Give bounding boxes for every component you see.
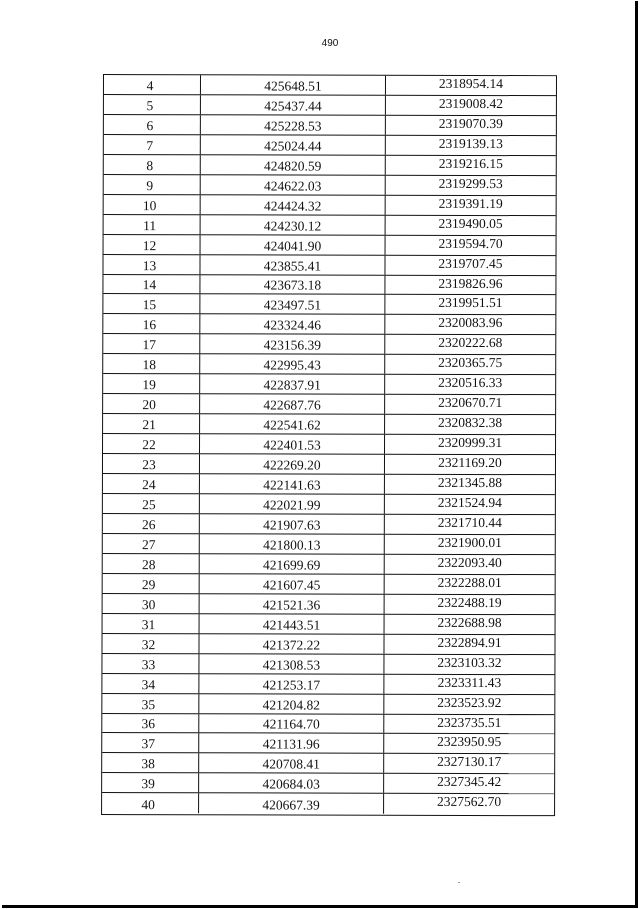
table-row (104, 195, 556, 216)
x-coordinate-cell: 421607.45 (200, 574, 385, 593)
x-coordinate-cell: 422269.20 (200, 454, 385, 473)
point-number-cell: 23 (103, 454, 200, 473)
point-number-cell: 18 (103, 354, 200, 373)
table-row (103, 554, 555, 575)
x-coordinate-cell: 421699.69 (200, 554, 385, 573)
x-coordinate-cell: 425228.53 (201, 115, 386, 134)
table-row (102, 694, 554, 715)
point-number-cell: 11 (104, 215, 201, 234)
point-number-cell: 32 (102, 634, 199, 653)
point-number-cell: 30 (103, 594, 200, 613)
table-row (103, 474, 555, 495)
x-coordinate-cell: 420708.41 (199, 754, 384, 773)
y-coordinate-cell: 2320083.96 (438, 315, 503, 331)
point-number-cell: 4 (104, 75, 201, 94)
x-coordinate-cell: 421164.70 (199, 714, 384, 733)
y-coordinate-cell: 2319707.45 (438, 255, 503, 271)
table-row (104, 215, 556, 236)
y-coordinate-cell: 2321900.01 (437, 534, 502, 550)
x-coordinate-cell: 423156.39 (200, 335, 385, 354)
table-row (103, 514, 555, 535)
scan-speck (458, 882, 460, 883)
y-coordinate-cell: 2320999.31 (437, 435, 503, 451)
x-coordinate-cell: 421131.96 (199, 734, 384, 753)
x-coordinate-cell: 421308.53 (199, 654, 384, 673)
table-row (103, 494, 555, 515)
y-coordinate-cell: 2319594.70 (438, 235, 503, 251)
x-coordinate-cell: 424820.59 (201, 155, 386, 174)
y-coordinate-cell: 2323950.95 (437, 734, 502, 750)
y-coordinate-cell: 2319070.39 (438, 115, 503, 131)
page-number: 490 (321, 38, 339, 49)
table-row (104, 175, 556, 196)
point-number-cell: 9 (104, 175, 201, 194)
x-coordinate-cell: 423855.41 (200, 255, 385, 274)
y-coordinate-cell: 2322488.19 (437, 594, 502, 610)
y-coordinate-cell: 2319139.13 (438, 135, 503, 151)
y-coordinate-cell: 2319391.19 (438, 195, 503, 211)
y-coordinate-cell: 2322894.91 (437, 634, 502, 650)
x-coordinate-cell: 421800.13 (200, 534, 385, 553)
table-row (103, 414, 555, 435)
x-coordinate-cell: 422837.91 (200, 375, 385, 394)
x-coordinate-cell: 421253.17 (199, 674, 384, 693)
table-row (103, 614, 555, 635)
x-coordinate-cell: 424041.90 (201, 235, 386, 254)
point-number-cell: 7 (104, 135, 201, 154)
y-coordinate-cell: 2319299.53 (438, 175, 503, 191)
x-coordinate-cell: 421443.51 (200, 614, 385, 633)
table-row (104, 75, 556, 96)
y-coordinate-cell: 2319490.05 (438, 215, 503, 231)
x-coordinate-cell: 420684.03 (199, 774, 384, 793)
y-coordinate-cell: 2319008.42 (438, 95, 504, 112)
point-number-cell: 39 (102, 773, 199, 792)
point-number-cell: 34 (102, 674, 199, 693)
y-coordinate-cell: 2323523.92 (437, 694, 502, 710)
point-number-cell: 14 (103, 275, 200, 294)
point-number-cell: 38 (102, 753, 199, 772)
x-coordinate-cell: 425024.44 (201, 135, 386, 154)
y-coordinate-cell: 2321345.88 (437, 474, 503, 491)
y-coordinate-cell: 2320670.71 (438, 395, 503, 411)
table-row (102, 733, 554, 754)
table-row (104, 235, 556, 256)
x-coordinate-cell: 422687.76 (200, 395, 385, 414)
point-number-cell: 16 (103, 314, 200, 333)
y-coordinate-cell: 2327562.70 (437, 794, 502, 810)
x-coordinate-cell: 422541.62 (200, 414, 385, 433)
point-number-cell: 35 (102, 694, 199, 713)
y-coordinate-cell: 2327345.42 (437, 774, 502, 790)
table-row (102, 753, 554, 774)
x-coordinate-cell: 422021.99 (200, 494, 385, 513)
y-coordinate-cell: 2320365.75 (438, 355, 503, 371)
y-coordinate-cell: 2323735.51 (437, 714, 502, 730)
y-coordinate-cell: 2322093.40 (437, 554, 502, 570)
table-row (103, 334, 555, 355)
table-row (102, 714, 554, 735)
point-number-cell: 12 (104, 235, 201, 254)
table-row (103, 255, 555, 276)
table-row (104, 155, 556, 176)
x-coordinate-cell: 421372.22 (199, 634, 384, 653)
x-coordinate-cell: 425437.44 (201, 95, 386, 114)
y-coordinate-cell: 2318954.14 (438, 75, 504, 92)
table-row (104, 135, 556, 156)
y-coordinate-cell: 2321524.94 (437, 494, 502, 511)
point-number-cell: 28 (103, 554, 200, 573)
point-number-cell: 36 (102, 714, 199, 733)
point-number-cell: 5 (104, 95, 201, 114)
table-row (103, 354, 555, 375)
x-coordinate-cell: 425648.51 (201, 75, 386, 94)
point-number-cell: 24 (103, 474, 200, 493)
table-row (104, 95, 556, 116)
point-number-cell: 37 (102, 733, 199, 752)
y-coordinate-cell: 2319216.15 (438, 155, 503, 171)
point-number-cell: 26 (103, 514, 200, 533)
y-coordinate-cell: 2323311.43 (437, 674, 502, 690)
x-coordinate-cell: 421521.36 (200, 594, 385, 613)
table-row (103, 434, 555, 455)
point-number-cell: 29 (103, 574, 200, 593)
table-row (102, 654, 554, 675)
x-coordinate-cell: 421204.82 (199, 694, 384, 713)
y-coordinate-cell: 2319826.96 (438, 275, 503, 291)
x-coordinate-cell: 422401.53 (200, 434, 385, 453)
point-number-cell: 33 (102, 654, 199, 673)
x-coordinate-cell: 422995.43 (200, 355, 385, 374)
x-coordinate-cell: 423497.51 (200, 295, 385, 314)
y-coordinate-cell: 2327130.17 (437, 754, 502, 770)
y-coordinate-cell: 2321169.20 (438, 454, 502, 471)
y-coordinate-cell: 2322688.98 (437, 614, 502, 630)
point-number-cell: 10 (104, 195, 201, 214)
y-coordinate-cell: 2320832.38 (438, 415, 503, 431)
x-coordinate-cell: 424424.32 (201, 195, 386, 214)
point-number-cell: 31 (103, 614, 200, 633)
table-row (103, 574, 555, 595)
point-number-cell: 8 (104, 155, 201, 174)
point-number-cell: 22 (103, 434, 200, 453)
table-row (103, 534, 555, 555)
coordinates-table (101, 74, 557, 816)
point-number-cell: 17 (103, 334, 200, 353)
point-number-cell: 15 (103, 294, 200, 313)
x-coordinate-cell: 423673.18 (200, 275, 385, 294)
y-coordinate-cell: 2320222.68 (438, 335, 503, 351)
y-coordinate-cell: 2319951.51 (438, 295, 503, 311)
table-row (103, 594, 555, 615)
table-row (104, 115, 556, 136)
table-row (102, 634, 554, 655)
table-row (102, 674, 554, 695)
y-coordinate-cell: 2323103.32 (437, 654, 502, 670)
point-number-cell: 21 (103, 414, 200, 433)
y-coordinate-cell: 2322288.01 (437, 574, 502, 590)
table-row (102, 793, 554, 814)
point-number-cell: 13 (103, 255, 200, 274)
y-coordinate-cell: 2321710.44 (437, 514, 502, 531)
table-row (103, 374, 555, 395)
y-coordinate-cell: 2320516.33 (438, 375, 503, 391)
table-row (103, 314, 555, 335)
x-coordinate-cell: 420667.39 (199, 794, 384, 814)
point-number-cell: 19 (103, 374, 200, 393)
table-row (103, 394, 555, 415)
table-row (103, 454, 555, 475)
x-coordinate-cell: 424622.03 (201, 175, 386, 194)
point-number-cell: 27 (103, 534, 200, 553)
x-coordinate-cell: 424230.12 (201, 215, 386, 234)
point-number-cell: 40 (102, 793, 199, 813)
point-number-cell: 20 (103, 394, 200, 413)
point-number-cell: 25 (103, 494, 200, 513)
table-row (102, 773, 554, 794)
point-number-cell: 6 (104, 115, 201, 134)
table-row (103, 294, 555, 315)
x-coordinate-cell: 421907.63 (200, 514, 385, 533)
x-coordinate-cell: 423324.46 (200, 315, 385, 334)
x-coordinate-cell: 422141.63 (200, 474, 385, 493)
table-row (103, 275, 555, 296)
